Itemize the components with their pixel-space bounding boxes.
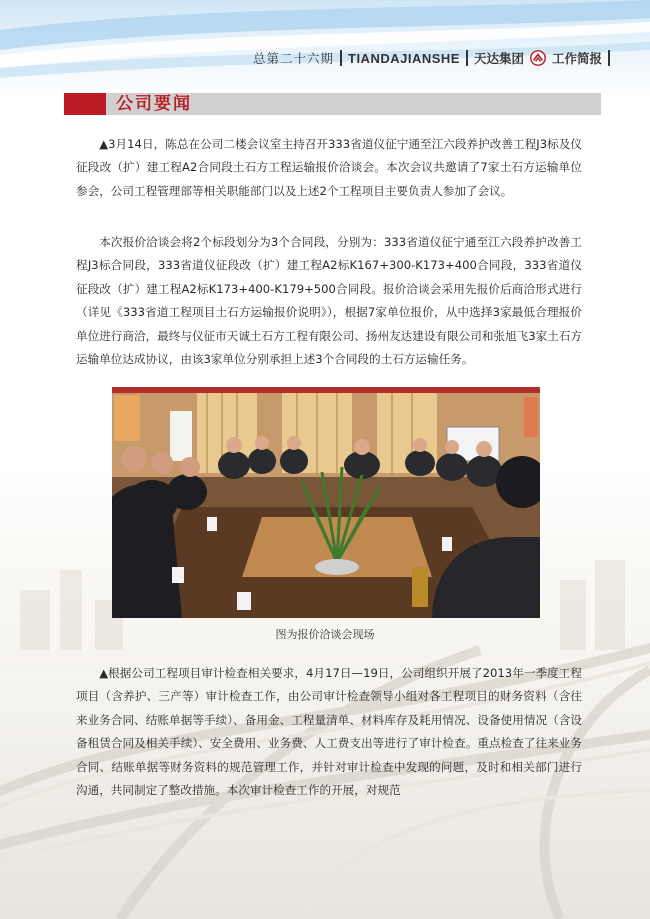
header-background <box>0 0 650 95</box>
brand-name: TIANDAJIANSHE <box>348 50 460 66</box>
section-accent-block <box>64 93 106 115</box>
article-paragraph: 本次报价洽谈会将2个标段划分为3个合同段，分别为：333省道仪征宁通至江六段养护改善工程J3标合同段，333省道仪征段改（扩）建工程A2标K167+300-K173+400合同段，333省道仪征段改（扩）建工程A2标K173+400-K179+500合同段。报价洽谈会采用先报价后商洽形式进行（详见《333省道工程项目土石方运输报价说明》），根据7家单位报价，从中选择3家最低合理报价单位进行商洽，最终与仪征市天诚土石方工程有限公司、扬州友达建设有限公司和张旭飞3家土石方运输单位达成协议，由该3家单位分别承担上述3个合同段的土石方运输任务。 <box>76 235 582 367</box>
section-header <box>64 93 601 115</box>
meeting-room-image <box>112 387 540 618</box>
page-header <box>253 49 610 67</box>
photo-caption: 图为报价洽谈会现场 <box>275 628 375 641</box>
company-name: 天达集团 <box>473 51 524 66</box>
header-divider <box>608 50 610 66</box>
newsletter-title: 工作简报 <box>551 51 602 66</box>
header-swoosh-graphic <box>0 0 650 95</box>
issue-number: 总第二十六期 <box>252 51 334 66</box>
article-paragraph: ▲根据公司工程项目审计检查相关要求，4月17日—19日，公司组织开展了2013年一季度工程项目（含养护、三产等）审计检查工作，由公司审计检查领导小组对各工程项目的财务资料（含往来业务合同、结账单据等手续）、备用金、工程量清单、材料库存及耗用情况、设备使用情况（含设备租赁合同及相关手续）、安全费用、业务费、人工费支出等进行了审计检查。重点检查了往来业务合同、结账单据等财务资料的规范管理工作，并针对审计检查中发现的问题，及时和相关部门进行沟通，共同制定了整改措施。本次审计检查工作的开展，对规范 <box>76 666 582 798</box>
meeting-photo <box>112 387 540 618</box>
header-divider <box>340 50 342 66</box>
article-paragraph: ▲3月14日，陈总在公司二楼会议室主持召开333省道仪征宁通至江六段养护改善工程J3标及仪征段改（扩）建工程A2合同段土石方工程运输报价洽谈会。本次会议共邀请了7家土石方运输单位参会，公司工程管理部等相关职能部门以及上述2个工程项目主要负责人参加了会议。 <box>76 137 582 198</box>
section-title: 公司要闻 <box>116 94 192 114</box>
company-logo-icon <box>530 50 546 66</box>
header-divider <box>466 50 468 66</box>
